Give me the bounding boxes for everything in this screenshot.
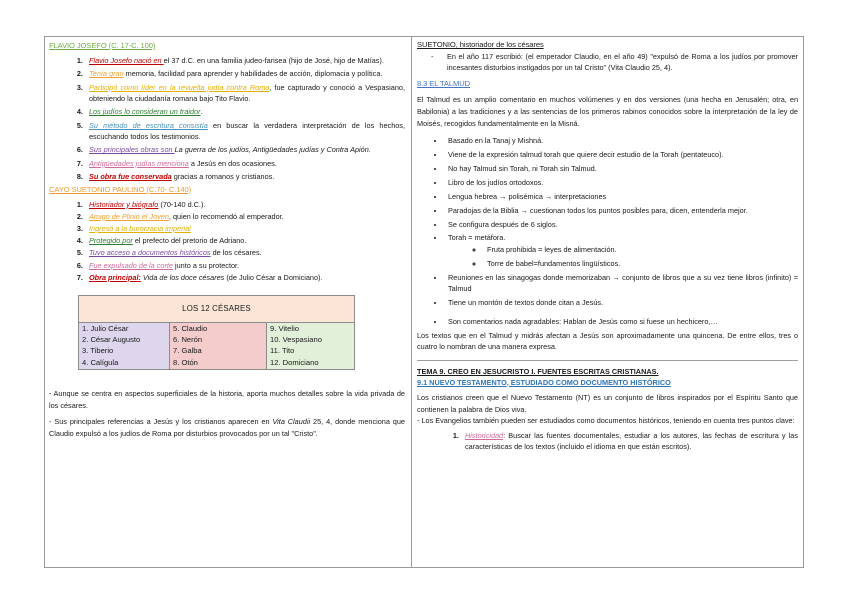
- list-item: [85, 158, 405, 169]
- highlight: Tuvo acceso a documentos históricos: [89, 248, 211, 258]
- highlight: Protegido por: [89, 236, 133, 246]
- item-text: , quien lo recomendó al emperador.: [168, 211, 284, 221]
- nt-intro: Los cristianos creen que el Nuevo Testamento (NT) es un conjunto de libros inspirados por el Espíritu Santo que contienen la palabra de Dios viva.: [417, 393, 798, 414]
- nt-list: [417, 430, 798, 452]
- talmud-bullets: [417, 135, 798, 308]
- highlight: Antigüedades judías menciona: [89, 158, 189, 168]
- table-title: LOS 12 CÉSARES: [79, 295, 355, 322]
- tema-heading: TEMA 9. CREO EN JESUCRISTO I. FUENTES ESCRITAS CRISTIANAS.: [417, 367, 659, 377]
- talmud-close: Los textos que en el Talmud y midrás afectan a Jesús son aproximadamente una quincena. De entre ellos, tres o cuatro lo nombran de una manera expresa.: [417, 330, 798, 352]
- suetonio-heading: CAYO SUETONIO PAULINO (C.70- C.140): [49, 184, 192, 194]
- highlight: Los judíos lo consideran un traidor: [89, 107, 201, 117]
- item-text: (de Julio César a Domiciano).: [224, 272, 323, 282]
- josefo-heading: FLAVIO JOSEFO (C. 17-C. 100): [49, 41, 156, 50]
- cesar: 8. Otón: [173, 357, 198, 367]
- highlight: Sus principales obras son: [89, 145, 175, 155]
- cesar: 1. Julio César: [82, 323, 129, 333]
- list-item: [85, 106, 405, 117]
- item-text: junto a su protector.: [172, 260, 240, 270]
- nt-line: - Los Evangelios también pueden ser estudiados como documentos históricos, teniendo en cuenta tres puntos clave:: [417, 416, 795, 426]
- list-item: [85, 68, 405, 79]
- list-item: - En el año 117 escribió: (el emperador Claudio, en el año 49) "expulsó de Roma a los judíos por promover incesantes disturbios instigados por un tal Cristo" (Vita Claudio 25, 4).: [441, 51, 798, 73]
- note-italic: Vita Claudii: [272, 417, 311, 427]
- cesar: 9. Vitelio: [270, 323, 299, 333]
- highlight: Historiador y biógrafo: [89, 199, 159, 209]
- item-text: en buscar la verdadera interpretación de los hechos, escuchando todos los testimonios.: [89, 120, 405, 141]
- list-item: [85, 144, 405, 155]
- note-paragraph: [49, 416, 405, 439]
- item-text: gracias a romanos y cristianos.: [171, 172, 275, 182]
- highlight: Ingresó a la burocracia imperial: [89, 223, 191, 233]
- list-item: ◦ Fruta prohibida = leyes de alimentación.: [484, 244, 798, 255]
- highlight: Amigo de Plinio el Joven: [89, 211, 169, 221]
- list-item: • No hay Talmud sin Torah, ni Torah sin Talmud.: [445, 163, 798, 174]
- table-cell: [79, 322, 170, 369]
- highlight: Fue expulsado de la corte: [89, 260, 173, 270]
- list-item: [85, 211, 405, 222]
- table-cell: [170, 322, 267, 369]
- list-item: [85, 223, 405, 234]
- list-item: • Reuniones en las sinagogas donde memorizaban → conjunto de libros que a su vez tiene libros (infinito) = Talmud: [445, 272, 798, 295]
- list-item: • Basado en la Tanaj y Mishná.: [445, 135, 798, 146]
- cesar: 4. Calígula: [82, 357, 119, 367]
- list-item: ◦ Torre de babel=fundamentos lingüísticos.: [484, 258, 798, 269]
- item-text: La guerra de los judíos, Antigüedades judías y Contra Apión.: [174, 145, 371, 155]
- list-item: [85, 82, 405, 104]
- suetonio-list: [49, 199, 405, 283]
- right-column: [412, 37, 804, 454]
- list-item: [85, 272, 405, 283]
- item-text: : Buscar las fuentes documentales, estudiar a los autores, las fechas de escritura y las características de los textos (incluido el idioma en que están escritos).: [465, 430, 798, 452]
- item-text: de los césares.: [210, 248, 262, 258]
- suetonio-quote-list: [417, 51, 798, 73]
- talmud-heading: 8.3 EL TALMUD: [417, 79, 471, 89]
- note-text: 25, 4, donde menciona que Claudio expulsó a los judíos de Roma por disturbios provocados por un tal "Cristo".: [49, 417, 405, 438]
- cesar: 10. Vespasiano: [270, 335, 322, 345]
- cesares-table: [78, 295, 355, 370]
- item-text: el prefecto del pretorio de Adriano.: [132, 236, 247, 246]
- cesar: 6. Nerón: [173, 335, 203, 345]
- note-paragraph: - Aunque se centra en aspectos superficiales de la historia, aporta muchos detalles sobre la vida privada de los césares.: [49, 388, 405, 410]
- list-item: • Son comentarios nada agradables: Hablan de Jesús como si fuese un hechicero,…: [445, 316, 798, 327]
- left-column: [45, 37, 411, 439]
- note-text: - Sus principales referencias a Jesús y los cristianos aparecen en: [49, 417, 273, 427]
- torah-sublist: [448, 244, 798, 269]
- list-item: [85, 55, 405, 66]
- highlight: Su obra fue conservada: [89, 172, 172, 182]
- list-item: • Paradojas de la Biblia → cuestionan todos los puntos posibles para, dicen, entenderla mejor.: [445, 205, 798, 216]
- notes-sheet: [44, 36, 804, 568]
- item-text: Torah = metáfora.: [448, 233, 506, 243]
- cesar: 2. César Augusto: [82, 335, 141, 345]
- talmud-intro: El Talmud es un amplio comentario en muchos volúmenes y en dos versiones (una hecha en Jerusalén; otra, en Babilonia) a las tradiciones y a las sentencias de los primeros rabinos conocidos sobre la interpretación de la ley de Moisés, recogidos fundamentalmente en la Misná.: [417, 95, 798, 128]
- item-text: .: [200, 107, 203, 117]
- list-item: [461, 430, 798, 452]
- list-item: [85, 199, 405, 210]
- list-item: • Tiene un montón de textos donde citan a Jesús.: [445, 297, 798, 308]
- cesar: 3. Tiberio: [82, 346, 114, 356]
- cesar: 11. Tito: [270, 346, 295, 356]
- list-item: [85, 247, 405, 258]
- list-item: [445, 232, 798, 268]
- josefo-list: [49, 55, 405, 182]
- highlight: Tenía gran: [89, 69, 124, 79]
- highlight: Obra principal:: [89, 272, 141, 282]
- highlight: Flavio Josefo nació en: [89, 56, 164, 65]
- item-text: memoria, facilidad para aprender y habilidades de acción, diplomacia y política.: [123, 69, 383, 79]
- list-item: • Se configura después de 6 siglos.: [445, 219, 798, 230]
- highlight: Participó como líder en la revuelta judía contra Roma: [89, 82, 270, 92]
- tema-subheading: 9.1 NUEVO TESTAMENTO, ESTUDIADO COMO DOCUMENTO HISTÓRICO: [417, 377, 671, 387]
- cesar: 5. Claudio: [173, 323, 208, 333]
- list-item: [85, 120, 405, 142]
- list-item: • Lengua hebrea → polisémica → interpretaciones: [445, 191, 798, 202]
- item-text: , fue capturado y conoció a Vespasiano, obteniendo la ciudadanía romana bajo Tito Flavio.: [89, 82, 406, 103]
- talmud-bullets-extra: [417, 316, 798, 327]
- list-item: [85, 235, 405, 246]
- section-divider: [417, 360, 798, 361]
- list-item: • Viene de la expresión talmud torah que quiere decir estudio de la Torah (pentateuco).: [445, 149, 798, 160]
- item-italic: Vida de los doce césares: [140, 272, 225, 282]
- list-item: [85, 260, 405, 271]
- table-cell: [267, 322, 355, 369]
- item-text: a Jesús en dos ocasiones.: [188, 158, 277, 168]
- item-text: el 37 d.C. en una familia judeo-farisea (hijo de José, hijo de Matías).: [163, 56, 384, 65]
- item-text: (70-140 d.C.).: [158, 199, 206, 209]
- cesar: 12. Domiciano: [270, 357, 319, 367]
- highlight: Su método de escritura consistía: [89, 120, 208, 130]
- cesar: 7. Galba: [173, 346, 202, 356]
- highlight: Historicidad: [465, 430, 504, 440]
- list-item: [85, 171, 405, 182]
- suetonio-right-heading: SUETONIO, historiador de los césares: [417, 40, 544, 49]
- list-item: • Libro de los judíos ortodoxos.: [445, 177, 798, 188]
